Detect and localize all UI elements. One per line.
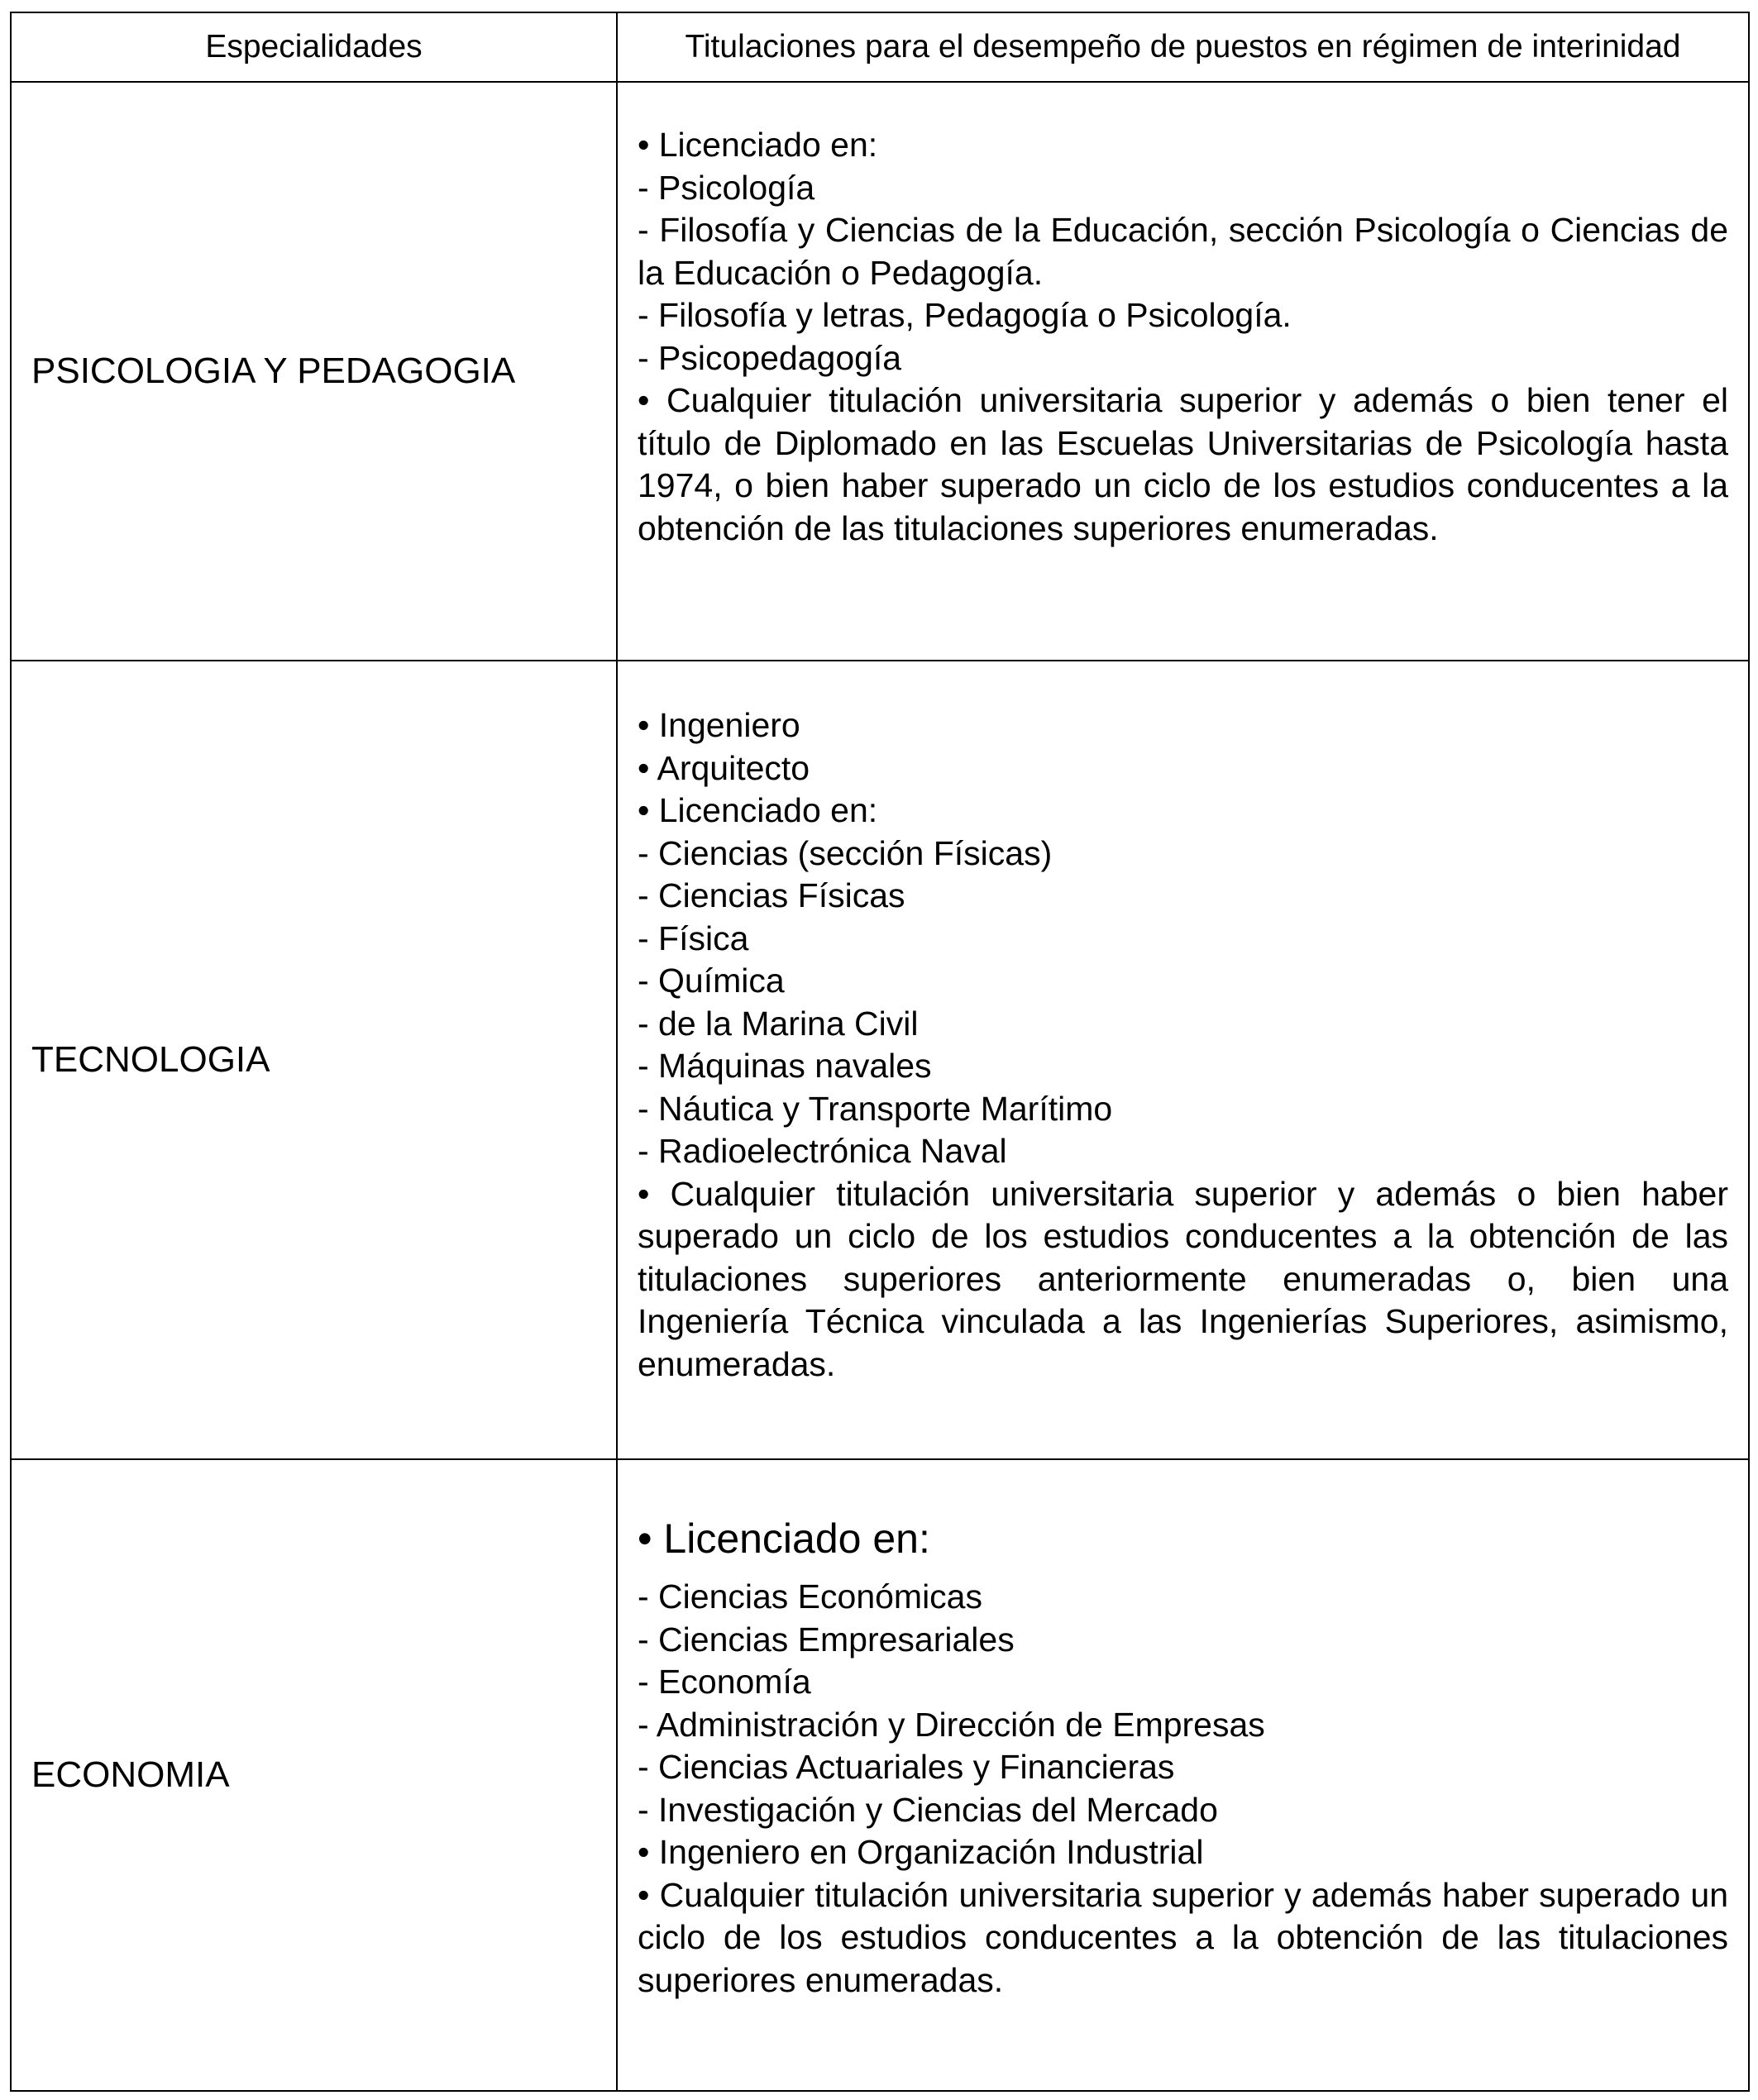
list-item: - Ciencias Empresariales: [638, 1620, 1015, 1659]
list-item: - Náutica y Transporte Marítimo: [638, 1089, 1113, 1128]
list-item: • Ingeniero: [638, 706, 800, 744]
header-titulaciones: Titulaciones para el desempeño de puestos en régimen de interinidad: [617, 12, 1749, 82]
list-item: • Ingeniero en Organización Industrial: [638, 1833, 1204, 1871]
table-row: [11, 1459, 1749, 2091]
list-item: - Ciencias (sección Físicas): [638, 833, 1053, 872]
list-item: - Psicología: [638, 168, 815, 207]
list-item: - Química: [638, 962, 785, 1000]
table-header-row: [11, 12, 1749, 82]
list-item: - Radioelectrónica Naval: [638, 1132, 1007, 1170]
qualifications-cell: [617, 82, 1749, 661]
list-item: - Ciencias Físicas: [638, 876, 905, 914]
list-item: - Ciencias Actuariales y Financieras: [638, 1748, 1175, 1786]
list-item: - de la Marina Civil: [638, 1004, 919, 1043]
list-item: • Licenciado en:: [638, 126, 878, 164]
list-item: • Licenciado en:: [638, 1515, 930, 1562]
list-item: - Administración y Dirección de Empresas: [638, 1705, 1265, 1744]
qualifications-cell: [617, 1459, 1749, 2091]
list-item: • Cualquier titulación universitaria superior y además haber superado un ciclo de los estudios conducentes a la obtención de las titulaciones superiores enumeradas.: [638, 1875, 1728, 1999]
specialty-name: ECONOMIA: [11, 1459, 617, 2091]
specialty-name: TECNOLOGIA: [11, 661, 617, 1459]
table-row: [11, 82, 1749, 661]
spacer: [638, 1564, 1728, 1576]
list-item: • Arquitecto: [638, 748, 810, 787]
list-item: - Filosofía y letras, Pedagogía o Psicología.: [638, 296, 1292, 334]
list-item: - Investigación y Ciencias del Mercado: [638, 1790, 1218, 1829]
specialty-name: PSICOLOGIA Y PEDAGOGIA: [11, 82, 617, 661]
list-item: • Cualquier titulación universitaria superior y además o bien haber superado un ciclo de los estudios conducentes a la obtención de las titulaciones superiores anteriormente enumeradas o, bien una Ingeniería Técnica vinculada a las Ingenierías Superiores, asimismo, enumeradas.: [638, 1174, 1728, 1383]
list-item: - Psicopedagogía: [638, 338, 902, 377]
list-item: • Licenciado en:: [638, 791, 878, 829]
table-row: [11, 661, 1749, 1459]
list-item: - Ciencias Económicas: [638, 1577, 982, 1616]
list-item: - Máquinas navales: [638, 1047, 932, 1085]
qualifications-cell: [617, 661, 1749, 1459]
specialties-table: [10, 12, 1750, 2092]
header-especialidades: Especialidades: [11, 12, 617, 82]
list-item: - Filosofía y Ciencias de la Educación, sección Psicología o Ciencias de la Educación o Pedagogía.: [638, 211, 1728, 292]
list-item: - Física: [638, 919, 749, 957]
list-item: - Economía: [638, 1663, 811, 1701]
list-item: • Cualquier titulación universitaria superior y además o bien tener el título de Diplomado en las Escuelas Universitarias de Psicología hasta 1974, o bien haber superado un ciclo de los estudios conducentes a la obtención de las titulaciones superiores enumeradas.: [638, 381, 1728, 547]
